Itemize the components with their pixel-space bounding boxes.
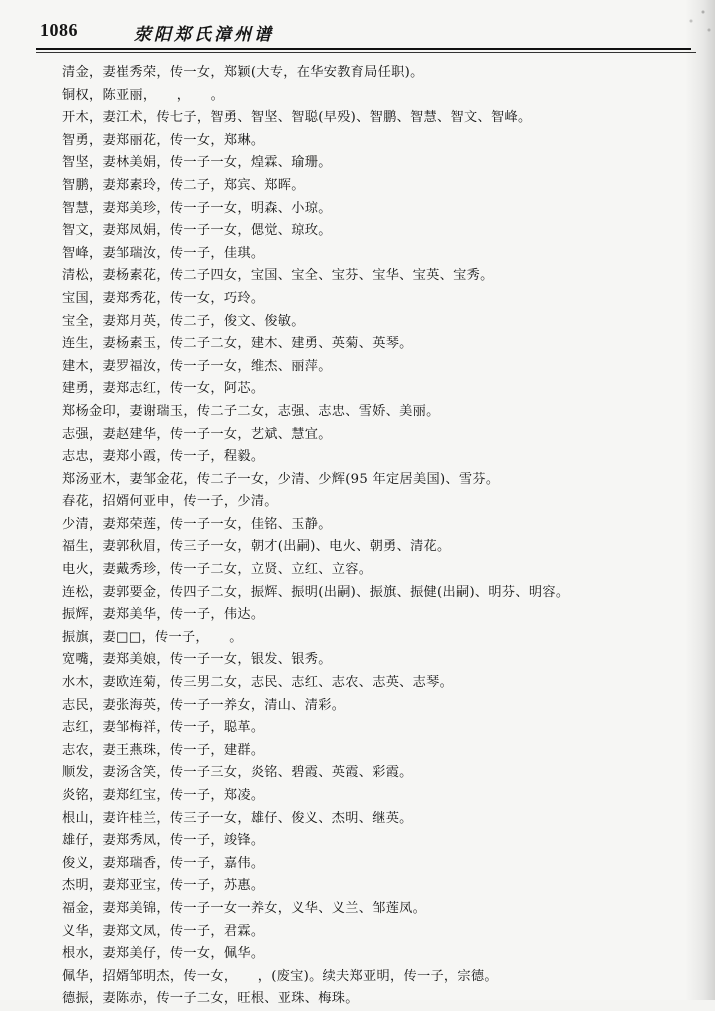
text-line: 宝国，妻郑秀花，传一女，巧玲。	[62, 290, 265, 306]
text-line: 少清，妻郑荣莲，传一子一女，佳铭、玉静。	[62, 516, 332, 532]
text-line: 建勇，妻郑志红，传一女，阿芯。	[62, 381, 265, 397]
text-line: 杰明，妻郑亚宝，传一子，苏惠。	[62, 878, 265, 894]
text-line: 春花，招婿何亚申，传一子，少清。	[62, 494, 278, 510]
scan-corner-noise	[655, 0, 715, 60]
text-line: 炎铭，妻郑红宝，传一子，郑凌。	[62, 788, 265, 803]
text-line: 振旗，妻□□，传一子， 。	[62, 629, 243, 645]
text-line: 志民，妻张海英，传一子一养女，清山、清彩。	[62, 697, 346, 713]
text-line: 智峰，妻邹瑞汝，传一子，佳琪。	[62, 245, 265, 261]
text-line: 雄仔，妻郑秀凤，传一子，竣锋。	[62, 833, 265, 849]
text-line: 清松，妻杨素花，传二子四女，宝国、宝全、宝芬、宝华、宝英、宝秀。	[62, 268, 494, 284]
text-line: 福金，妻郑美锦，传一子一女一养女，义华、义兰、邹莲凤。	[62, 900, 427, 916]
text-line: 智慧，妻郑美珍，传一子一女，明森、小琼。	[62, 200, 332, 216]
text-line: 连生，妻杨素玉，传二子二女，建木、建勇、英菊、英琴。	[62, 336, 413, 352]
text-line: 俊义，妻郑瑞香，传一子，嘉伟。	[62, 855, 265, 871]
text-line: 智勇，妻郑丽花，传一女，郑琳。	[62, 132, 265, 148]
text-line: 建木，妻罗福汝，传一子一女，维杰、丽萍。	[62, 358, 332, 374]
text-line: 郑汤亚木，妻邹金花，传二子一女，少清、少辉(95 年定居美国)、雪芬。	[62, 471, 500, 487]
text-line: 根山，妻许桂兰，传三子一女，雄仔、俊义、杰明、继英。	[62, 810, 413, 826]
text-line: 志红，妻邹梅祥，传一子，聪革。	[62, 720, 265, 736]
genealogy-text	[62, 62, 682, 1011]
text-line: 顺发，妻汤含笑，传一子三女，炎铭、碧霞、英霞、彩霞。	[62, 765, 413, 781]
text-line: 水木，妻欧连菊，传三男二女，志民、志红、志农、志英、志琴。	[62, 675, 454, 691]
scan-edge-shadow	[685, 0, 715, 1000]
header-rule	[36, 48, 691, 50]
text-line: 清金，妻崔秀荣，传一女，郑颖(大专，在华安教育局任职)。	[62, 65, 424, 80]
text-line: 连松，妻郭要金，传四子二女，振辉、振明(出嗣)、振旗、振健(出嗣)、明芬、明容。	[62, 584, 570, 600]
text-line: 志农，妻王燕珠，传一子，建群。	[62, 742, 265, 758]
text-line: 宝全，妻郑月英，传二子，俊文、俊敏。	[62, 313, 305, 329]
text-line: 志强，妻赵建华，传一子一女，艺斌、慧宜。	[62, 426, 332, 442]
text-line: 德振，妻陈赤，传一子二女，旺根、亚珠、梅珠。	[62, 991, 359, 1007]
book-title: 荥阳郑氏漳州谱	[134, 25, 274, 45]
text-line: 开木，妻江术，传七子，智勇、智坚、智聪(早殁)、智鹏、智慧、智文、智峰。	[62, 110, 532, 126]
page-number: 1086	[40, 20, 78, 40]
text-line: 智文，妻郑凤娟，传一子一女，偲觉、琼玫。	[62, 223, 332, 239]
text-line: 智坚，妻林美娟，传一子一女，煌霖、瑜珊。	[62, 155, 332, 171]
text-line: 智鹏，妻郑素玲，传二子，郑宾、郑晖。	[62, 177, 305, 193]
text-line: 福生，妻郭秋眉，传三子一女，朝才(出嗣)、电火、朝勇、清花。	[62, 539, 451, 555]
text-line: 郑杨金印，妻谢瑞玉，传二子二女，志强、志忠、雪娇、美丽。	[62, 403, 440, 419]
text-line: 佩华，招婿邹明杰，传一女， ，(废宝)。续夫郑亚明，传一子，宗德。	[62, 968, 498, 984]
text-line: 电火，妻戴秀珍，传一子二女，立贤、立红、立容。	[62, 562, 373, 578]
header-rule-thin	[36, 52, 696, 53]
text-line: 宽嘴，妻郑美娘，传一子一女，银发、银秀。	[62, 652, 332, 668]
text-line: 铜权，陈亚丽， ， 。	[62, 87, 225, 103]
text-line: 根水，妻郑美仔，传一女，佩华。	[62, 946, 265, 962]
text-line: 志忠，妻郑小霞，传一子，程毅。	[62, 449, 265, 465]
page-header	[36, 14, 686, 48]
text-line: 义华，妻郑文凤，传一子，君霖。	[62, 923, 265, 939]
text-line: 振辉，妻郑美华，传一子，伟达。	[62, 607, 265, 623]
